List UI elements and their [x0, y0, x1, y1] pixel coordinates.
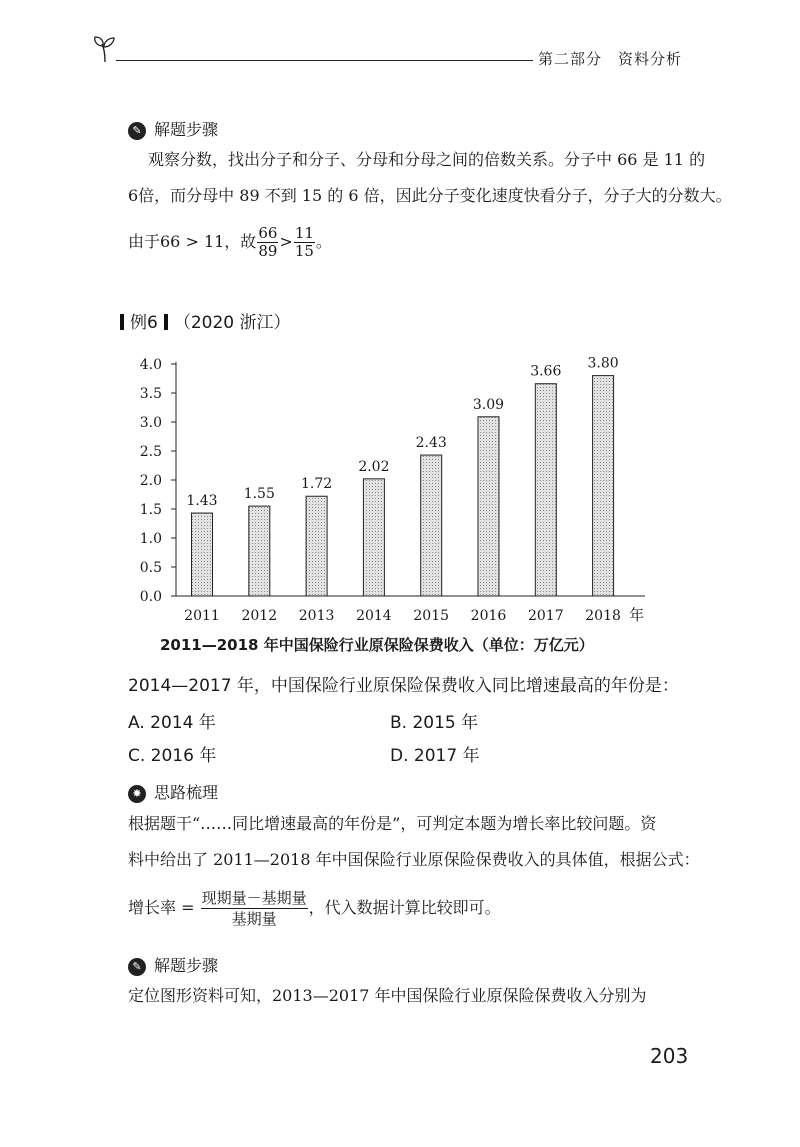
fraction-denominator: 15: [294, 242, 314, 260]
steps-title-2: 解题步骤: [154, 956, 219, 975]
steps-title-1: 解题步骤: [154, 120, 219, 139]
y-tick-label: 1.0: [139, 531, 162, 547]
chart-caption: 2011—2018 年中国保险行业原保险保费收入（单位：万亿元）: [160, 636, 594, 654]
y-tick-label: 4.0: [139, 357, 162, 373]
x-tick-label: 2015: [413, 608, 450, 624]
fraction-numerator: 66: [258, 224, 278, 242]
x-axis-unit: 年: [629, 606, 645, 624]
x-tick-label: 2013: [298, 608, 335, 624]
steps1-line-3: [128, 222, 332, 262]
bar-2012: [249, 506, 270, 596]
bar-value-label: 1.55: [243, 486, 275, 503]
option-c[interactable]: C. 2016 年: [128, 746, 217, 766]
x-tick-label: 2014: [356, 608, 392, 624]
page-number: 203: [650, 1044, 689, 1068]
y-tick-label: 3.5: [139, 386, 162, 402]
bar-2017: [535, 384, 556, 596]
bar-value-label: 2.02: [358, 458, 390, 475]
steps1-line-2: 6倍，而分母中 89 不到 15 的 6 倍，因此分子变化速度快看分子，分子大的分数大。: [128, 186, 732, 205]
example-bar-left: [120, 314, 124, 330]
fraction-operator: >: [279, 232, 293, 251]
option-a[interactable]: A. 2014 年: [128, 713, 216, 733]
header-rule: [116, 60, 533, 61]
y-tick-label: 0.0: [139, 589, 162, 605]
formula-prefix: 增长率 =: [128, 898, 200, 917]
option-d[interactable]: D. 2017 年: [390, 746, 480, 766]
bar-2016: [478, 417, 499, 596]
example-bar-right: [164, 314, 168, 330]
x-tick-label: 2017: [527, 608, 564, 624]
y-tick-label: 0.5: [139, 560, 162, 576]
steps1-line-3-prefix: 由于66 > 11，故: [128, 232, 257, 251]
lightbulb-icon: ✸: [128, 785, 146, 803]
bar-value-label: 1.43: [186, 493, 218, 510]
bar-2018: [593, 376, 614, 596]
fraction-numerator: 11: [294, 224, 314, 242]
example-source: （2020 浙江）: [173, 313, 291, 333]
sprout-leaf-icon: [92, 34, 118, 64]
insurance-revenue-bar-chart: [120, 342, 660, 632]
bar-2015: [421, 455, 442, 596]
steps-heading-1: [128, 117, 218, 140]
steps1-line-1: 观察分数，找出分子和分子、分母和分母之间的倍数关系。分子中 66 是 11 的: [148, 150, 706, 169]
steps-icon: ✎: [128, 122, 146, 140]
y-tick-label: 3.0: [139, 415, 162, 431]
example-label: 例6: [130, 313, 158, 333]
bar-value-label: 1.72: [301, 476, 333, 493]
bar-2011: [192, 513, 213, 596]
formula-numerator: 现期量－基期量: [201, 889, 307, 907]
growth-rate-formula: [128, 886, 501, 930]
y-tick-label: 2.0: [139, 473, 162, 489]
option-b[interactable]: B. 2015 年: [390, 713, 479, 733]
y-tick-label: 2.5: [139, 444, 162, 460]
bar-value-label: 3.66: [530, 363, 562, 380]
x-tick-label: 2011: [184, 608, 220, 624]
y-tick-label: 1.5: [139, 502, 162, 518]
thinking-line-2: 料中给出了 2011—2018 年中国保险行业原保险保费收入的具体值，根据公式：: [128, 850, 700, 869]
bar-value-label: 3.80: [587, 355, 619, 372]
question-text: 2014—2017 年，中国保险行业原保险保费收入同比增速最高的年份是：: [128, 676, 679, 696]
bar-value-label: 3.09: [472, 396, 505, 413]
formula-fraction: [201, 888, 308, 929]
steps-icon: ✎: [128, 958, 146, 976]
formula-suffix: ，代入数据计算比较即可。: [308, 898, 501, 917]
thinking-heading: [128, 780, 218, 803]
example-heading: [120, 308, 291, 333]
bar-2013: [306, 496, 327, 596]
steps-heading-2: [128, 953, 218, 976]
thinking-title: 思路梳理: [154, 783, 219, 802]
x-tick-label: 2018: [585, 608, 621, 624]
steps1-line-3-suffix: 。: [315, 232, 332, 251]
x-tick-label: 2012: [241, 608, 278, 624]
steps2-line-1: 定位图形资料可知，2013—2017 年中国保险行业原保险保费收入分别为: [128, 986, 647, 1005]
x-tick-label: 2016: [470, 608, 507, 624]
header-section-title: 第二部分 资料分析: [538, 50, 683, 68]
formula-denominator: 基期量: [231, 910, 277, 928]
bar-2014: [363, 479, 384, 596]
fraction-66-89: [257, 225, 278, 260]
bar-value-label: 2.43: [415, 435, 447, 452]
thinking-line-1: 根据题干“……同比增速最高的年份是”，可判定本题为增长率比较问题。资: [128, 814, 657, 833]
fraction-denominator: 89: [258, 242, 278, 260]
fraction-11-15: [294, 225, 315, 260]
